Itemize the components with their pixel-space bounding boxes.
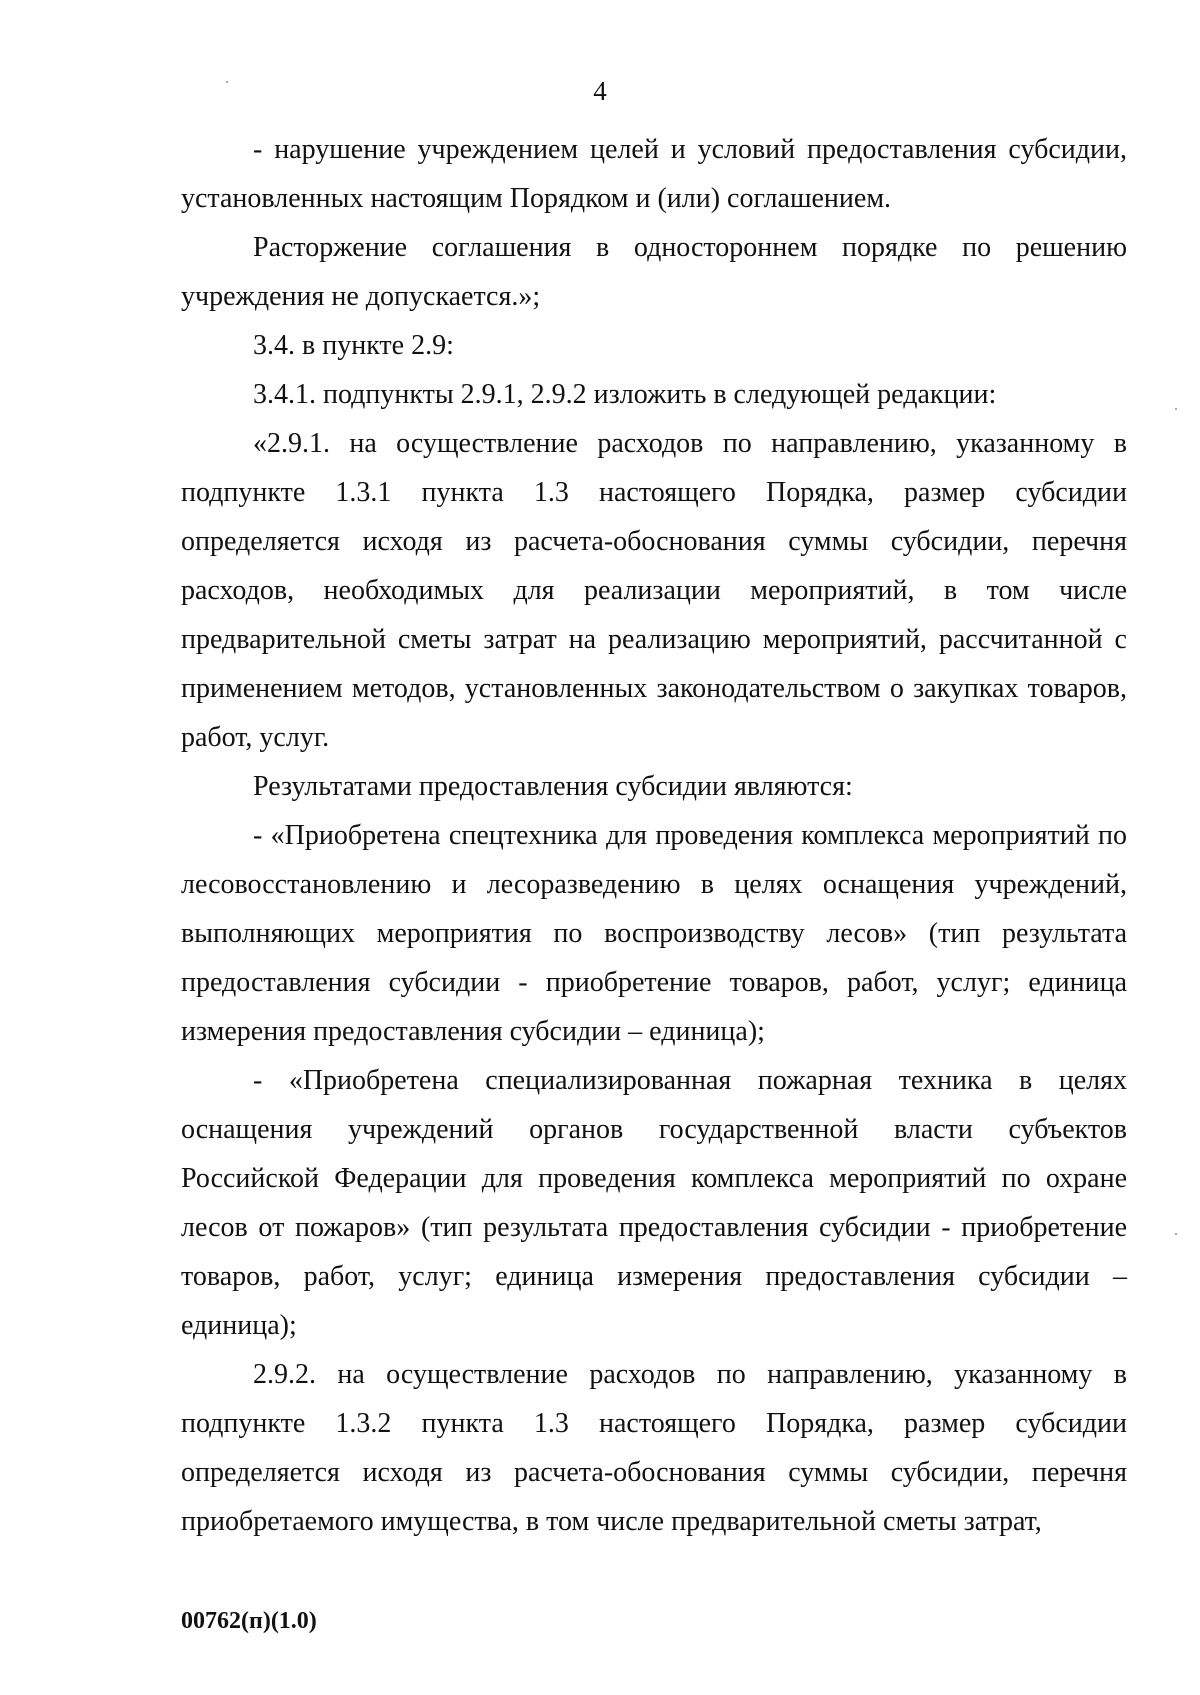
- document-body: [181, 125, 1127, 1546]
- scan-speck: [226, 81, 228, 83]
- paragraph-result-fire-equipment: - «Приобретена специализированная пожарная техника в целях оснащения учреждений органов государственной власти субъектов Российской Федерации для проведения комплекса мероприятий по охране лесов от пожаров» (тип результата предоставления субсидии - приобретение товаров, работ, услуг; единица измерения предоставления субсидии – единица);: [181, 1065, 1127, 1341]
- page-number: 4: [593, 76, 607, 106]
- document-code: 00762(п)(1.0): [181, 1608, 317, 1634]
- paragraph-subitem-2-9-2: 2.9.2. на осуществление расходов по направлению, указанному в подпункте 1.3.2 пункта 1.3 настоящего Порядка, размер субсидии определяется исходя из расчета-обоснования суммы субсидии, перечня приобретаемого имущества, в том числе предварительной сметы затрат,: [181, 1359, 1127, 1537]
- paragraph-violation: - нарушение учреждением целей и условий предоставления субсидии, установленных настоящим Порядком и (или) соглашением.: [181, 134, 1127, 214]
- paragraph-result-special-equipment: - «Приобретена спецтехника для проведения комплекса мероприятий по лесовосстановлению и лесоразведению в целях оснащения учреждений, выполняющих мероприятия по воспроизводству лесов» (тип результата предоставления субсидии - приобретение товаров, работ, услуг; единица измерения предоставления субсидии – единица);: [181, 820, 1127, 1047]
- paragraph-subitem-2-9-1: «2.9.1. на осуществление расходов по направлению, указанному в подпункте 1.3.1 пункта 1.3 настоящего Порядка, размер субсидии определяется исходя из расчета-обоснования суммы субсидии, перечня расходов, необходимых для реализации мероприятий, в том числе предварительной сметы затрат на реализацию мероприятий, рассчитанной с применением методов, установленных законодательством о закупках товаров, работ, услуг.: [181, 428, 1127, 753]
- paragraph-item-3-4-1: 3.4.1. подпункты 2.9.1, 2.9.2 изложить в следующей редакции:: [253, 379, 997, 410]
- paragraph-item-3-4: 3.4. в пункте 2.9:: [253, 330, 454, 361]
- scan-speck: [1175, 408, 1177, 410]
- paragraph-termination: Расторжение соглашения в одностороннем порядке по решению учреждения не допускается.»;: [181, 232, 1127, 312]
- scan-speck: [1175, 1233, 1177, 1235]
- paragraph-results-heading: Результатами предоставления субсидии являются:: [253, 771, 853, 802]
